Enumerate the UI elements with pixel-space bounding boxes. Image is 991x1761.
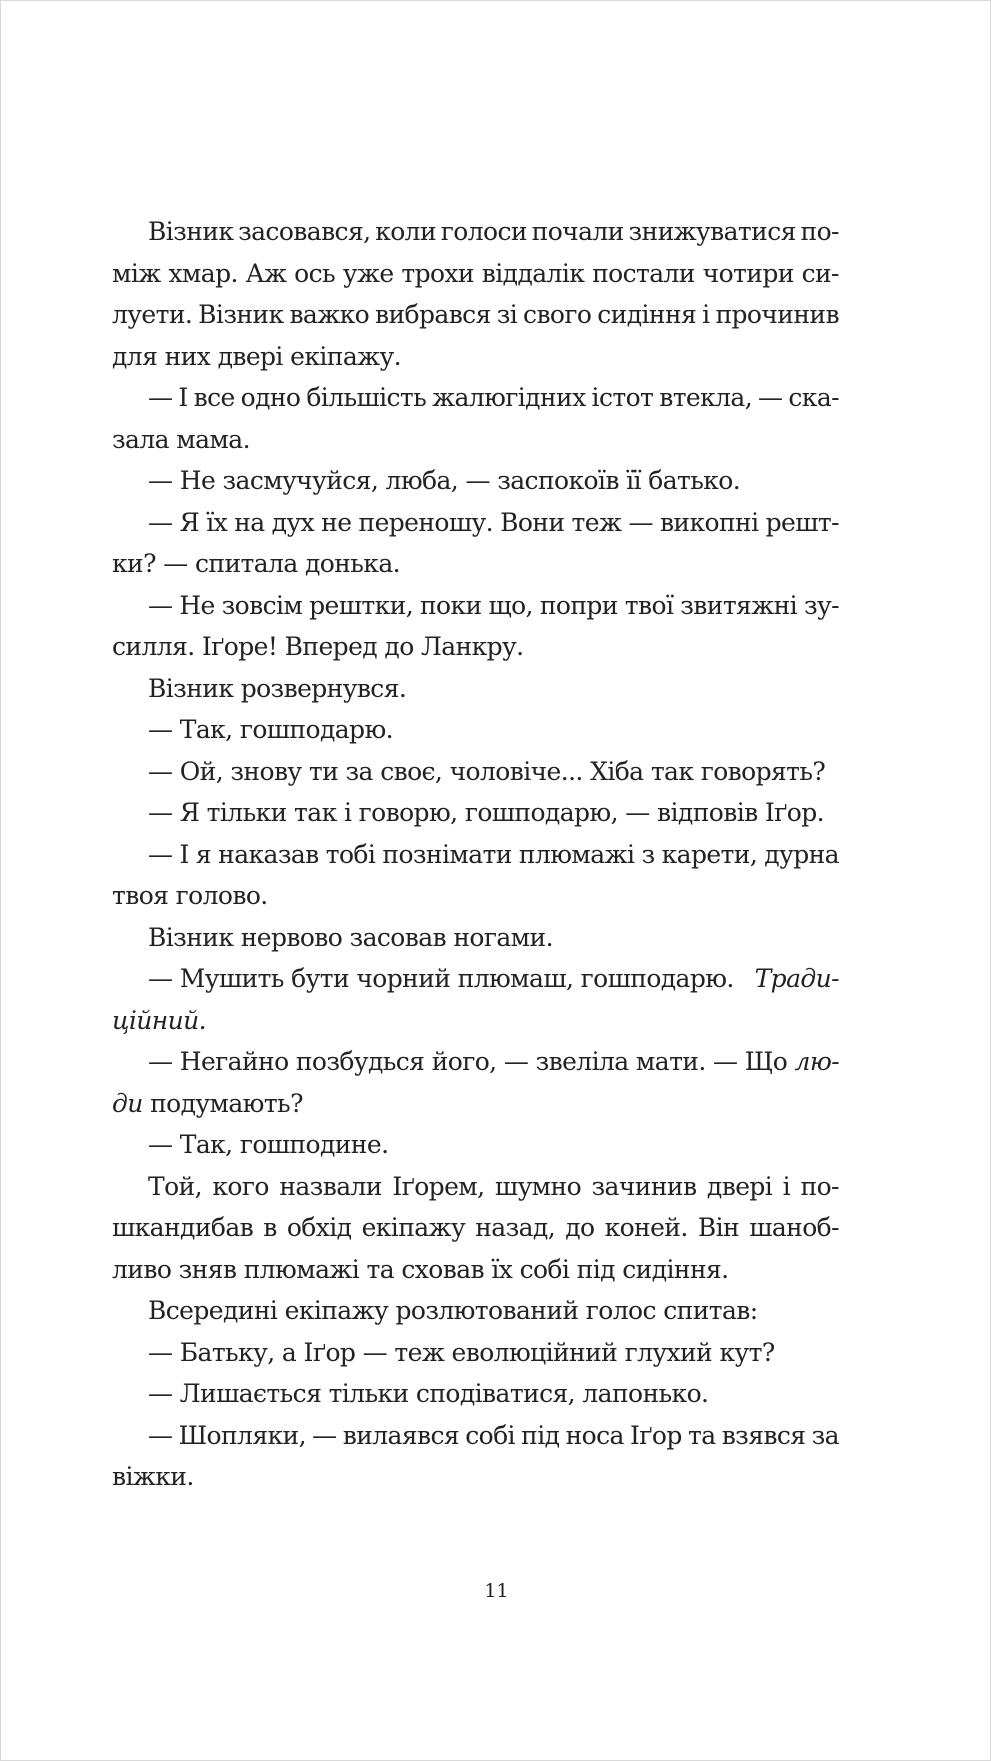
word: Візник	[148, 217, 234, 246]
text-line: ливо зняв плюмажі та сховав їх собі під сидіння.	[112, 1254, 729, 1284]
word: все	[193, 383, 235, 412]
word: поки	[419, 590, 482, 620]
word: зі	[496, 300, 518, 329]
word: твої	[624, 590, 674, 620]
word: Той,	[148, 1171, 202, 1201]
word: важко	[289, 300, 370, 329]
word: засовався,	[238, 217, 371, 246]
word: на	[234, 507, 265, 537]
word: втекла,	[659, 383, 753, 412]
word: коли	[375, 217, 437, 246]
word: —	[312, 1420, 337, 1450]
word: дурна	[764, 839, 839, 869]
word: що,	[488, 590, 533, 620]
word: ось	[294, 258, 336, 288]
word: Я	[179, 507, 200, 537]
text-line: — Ой, знову ти за своє, чоловіче... Хіба так говорять?	[148, 756, 826, 786]
word: ска-	[788, 383, 839, 412]
word: почали	[531, 217, 624, 246]
word: в	[263, 1213, 277, 1242]
word: сидіння	[597, 300, 697, 329]
word: чотири	[702, 258, 794, 288]
word: з	[641, 839, 655, 869]
word: між	[112, 258, 161, 288]
word: одно	[240, 383, 301, 412]
word: голоси	[440, 217, 527, 246]
text-line: Всередині екіпажу розлютований голос спитав:	[148, 1296, 758, 1325]
word: вилаявся	[342, 1420, 460, 1450]
word: знижуватися	[628, 217, 796, 246]
word: зовсім	[221, 590, 303, 620]
word: хмар.	[168, 258, 238, 288]
text-line: зала мама.	[112, 424, 250, 454]
word: теж	[571, 507, 622, 537]
word: до	[565, 1213, 595, 1242]
word: коней.	[604, 1213, 688, 1242]
text-line: — Не засмучуйся, люба, — заспокоїв її батько.	[148, 466, 741, 495]
word: —	[148, 507, 173, 537]
word: Іґор	[630, 1420, 682, 1450]
word: решт-	[765, 507, 839, 537]
word: попри	[539, 590, 618, 620]
word: Вони	[500, 507, 565, 537]
word: Іґорем,	[392, 1171, 485, 1201]
word: дух	[271, 507, 315, 537]
word: переношу.	[358, 507, 493, 537]
word: більшість	[306, 383, 427, 412]
word: Шопляки,	[178, 1420, 306, 1450]
body-text	[112, 211, 839, 1498]
word: кого	[212, 1171, 269, 1201]
word: прочинив	[715, 300, 839, 329]
italic-text: ди	[112, 1088, 143, 1118]
text-line	[112, 211, 839, 253]
word: рештки,	[309, 590, 414, 620]
word: обхід	[286, 1213, 352, 1242]
word: взявся	[721, 1420, 806, 1450]
word: зачинив	[591, 1171, 697, 1201]
text-run: — Негайно позбудься його, — звеліла мати. — Що	[148, 1047, 795, 1076]
word: —	[148, 1420, 173, 1450]
word: І	[178, 383, 188, 412]
word: —	[148, 839, 173, 869]
italic-text: Тради-	[754, 964, 839, 993]
word: уже	[342, 258, 394, 288]
word: звитяжні	[680, 590, 798, 620]
word: їх	[206, 507, 228, 537]
word: —	[628, 507, 653, 537]
word: назад,	[475, 1213, 556, 1242]
text-line	[112, 294, 839, 336]
word: під	[521, 1420, 560, 1450]
word: —	[758, 383, 783, 412]
text-line	[112, 253, 839, 295]
text-line	[112, 1041, 839, 1083]
word: і	[702, 300, 710, 329]
word: жалюгідних	[432, 383, 586, 412]
word: познімати	[382, 839, 512, 869]
text-line: віжки.	[112, 1462, 194, 1491]
text-line: — Лишається тільки сподіватися, лапонько.	[148, 1379, 709, 1408]
word: я	[195, 839, 212, 869]
word: екіпажу	[361, 1213, 466, 1242]
word: Візник	[198, 300, 284, 329]
word: і	[782, 1171, 791, 1201]
word: трохи	[401, 258, 474, 288]
text-line: для них двері екіпажу.	[112, 341, 402, 371]
page-number: 11	[484, 1580, 509, 1602]
word: викопні	[659, 507, 759, 537]
text-line	[112, 585, 839, 627]
text-line	[112, 377, 839, 419]
word: наказав	[218, 839, 319, 869]
word: карети,	[661, 839, 758, 869]
text-line	[112, 834, 839, 876]
word: постали	[592, 258, 695, 288]
word: Не	[179, 590, 215, 620]
text-line: — Так, гошподине.	[148, 1130, 389, 1159]
text-line: — Я тільки так і говорю, гошподарю, — відповів Іґор.	[148, 798, 825, 827]
text-line: — Так, гошподарю.	[148, 715, 393, 744]
word: Він	[697, 1213, 740, 1242]
text-line: ки? — спитала донька.	[112, 549, 400, 578]
word: зу-	[804, 590, 839, 620]
text-line	[112, 1000, 839, 1042]
word: І	[179, 839, 189, 869]
word: тобі	[325, 839, 376, 869]
word: плюмажі	[518, 839, 635, 869]
text-line	[112, 1083, 839, 1125]
text-line	[112, 1166, 839, 1208]
word: по-	[800, 217, 839, 246]
word: віддалік	[481, 258, 585, 288]
text-run: подумають?	[142, 1088, 303, 1118]
text-line	[112, 958, 839, 1000]
text-line	[112, 1207, 839, 1249]
word: та	[687, 1420, 716, 1450]
word: по-	[800, 1171, 839, 1201]
word: носа	[565, 1420, 624, 1450]
word: шумно	[494, 1171, 582, 1201]
text-line	[112, 502, 839, 544]
word: Аж	[245, 258, 287, 288]
word: істот	[591, 383, 654, 412]
italic-text: ційний.	[112, 1005, 206, 1035]
text-line: силля. Іґоре! Вперед до Ланкру.	[112, 632, 524, 661]
text-line	[112, 1415, 839, 1457]
word: вибрався	[375, 300, 491, 329]
text-line: Візник розвернувся.	[148, 673, 407, 703]
word: за	[811, 1420, 839, 1450]
word: шаноб-	[749, 1213, 839, 1242]
text-run: — Мушить бути чорний плюмаш, гошподарю.	[148, 964, 742, 993]
word: луети.	[112, 300, 193, 329]
word: шкандибав	[112, 1213, 254, 1242]
word: собі	[465, 1420, 515, 1450]
text-line: — Батьку, а Іґор — теж еволюційний глухий кут?	[148, 1337, 775, 1367]
text-line: твоя голово.	[112, 881, 268, 910]
word: свого	[523, 300, 592, 329]
italic-text: лю-	[794, 1047, 840, 1076]
word: двері	[706, 1171, 773, 1201]
word: не	[321, 507, 352, 537]
word: назвали	[279, 1171, 382, 1201]
word: —	[148, 383, 173, 412]
word: си-	[801, 258, 839, 288]
text-line: Візник нервово засовав ногами.	[148, 922, 553, 952]
word: —	[148, 590, 173, 620]
